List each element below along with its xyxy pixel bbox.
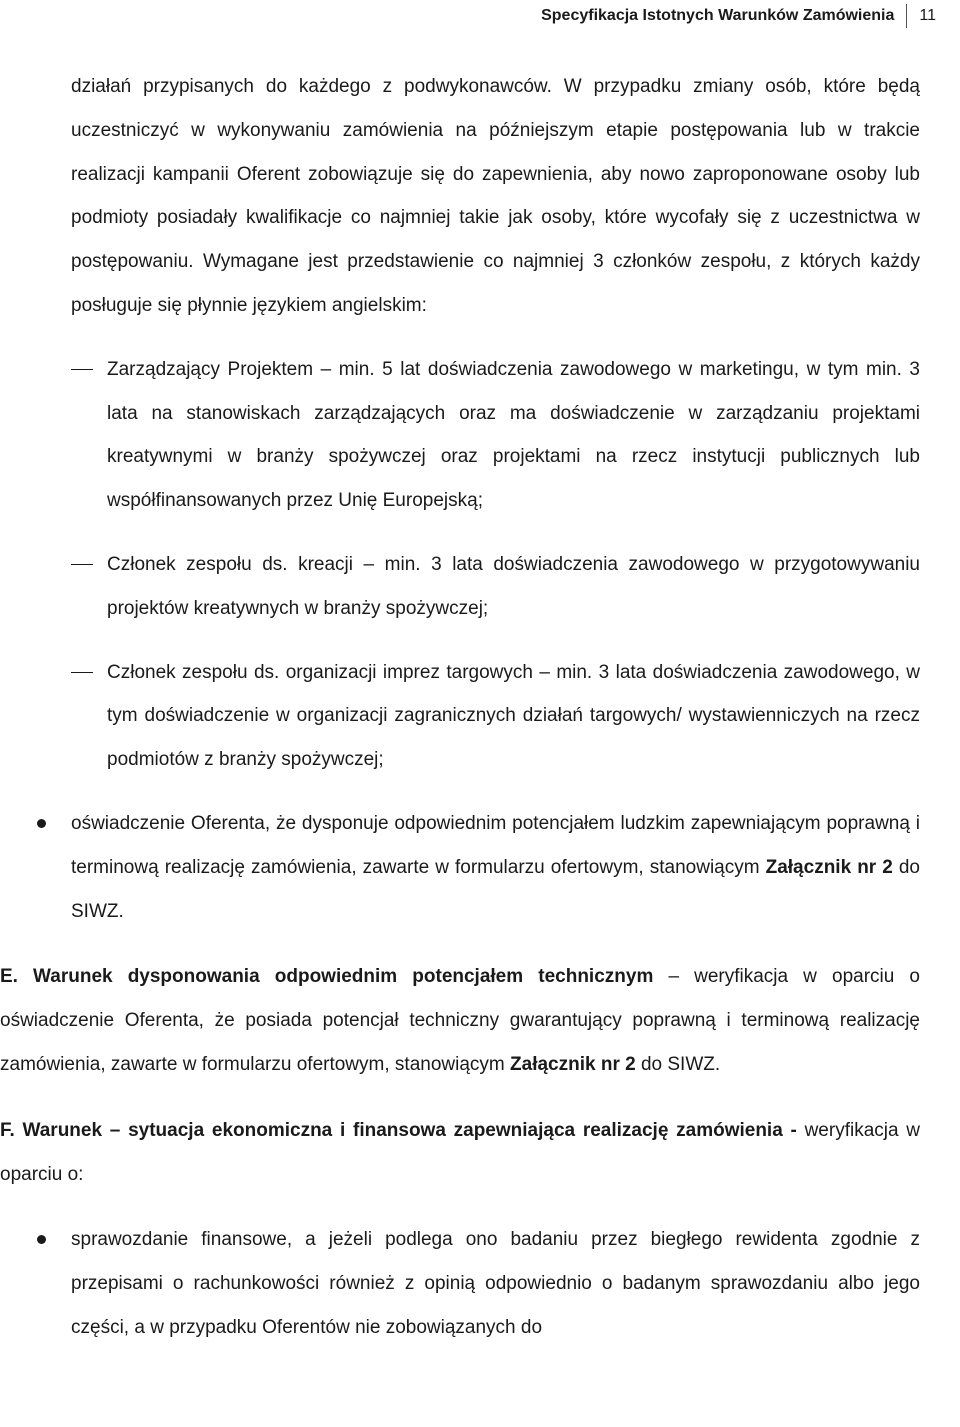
intro-text: działań przypisanych do każdego z podwykonawców. W przypadku zmiany osób, które będą uczestniczyć w wykonywaniu zamówienia na późniejszym etapie postępowania lub w trakcie realizacji kampanii Oferent zobowiązuje się do zapewnienia, aby nowo zaproponowane osoby lub podmioty posiadały kwalifikacje co najmniej takie jak osoby, które wycofały się z uczestnictwa w postępowaniu. bbox=[71, 76, 920, 273]
section-e-text-after: do SIWZ. bbox=[635, 1053, 721, 1075]
statement-attachment: Załącznik nr 2 bbox=[765, 856, 893, 878]
dash-marker bbox=[71, 672, 93, 673]
section-e bbox=[0, 955, 920, 1086]
team-member-item bbox=[0, 651, 920, 782]
section-e-text-before: – weryfikacja w oparciu o oświadczenie Oferenta, że posiada potencjał techniczny gwarantujący poprawną i terminową realizację zamówienia, zawarte w formularzu ofertowym, stanowiącym bbox=[0, 966, 920, 1075]
bullet-marker bbox=[37, 1235, 46, 1244]
page-number: 11 bbox=[919, 7, 936, 24]
intro-paragraph bbox=[0, 65, 920, 328]
financial-bullet bbox=[0, 1218, 920, 1349]
team-member-text: Członek zespołu ds. kreacji – min. 3 lata doświadczenia zawodowego w przygotowywaniu projektów kreatywnych w branży spożywczej; bbox=[107, 553, 920, 619]
team-member-item bbox=[0, 543, 920, 631]
statement-text-after: do SIWZ. bbox=[71, 856, 920, 922]
section-e-attachment: Załącznik nr 2 bbox=[510, 1053, 636, 1075]
section-f-text: weryfikacja w oparciu o: bbox=[0, 1119, 921, 1185]
dash-marker bbox=[71, 564, 93, 565]
dash-marker bbox=[71, 369, 93, 370]
document-body bbox=[0, 65, 920, 1350]
statement-bullet bbox=[0, 802, 920, 933]
team-member-text: Zarządzający Projektem – min. 5 lat doświadczenia zawodowego w marketingu, w tym min. 3 lata na stanowiskach zarządzających oraz ma doświadczenie w zarządzaniu projektami kreatywnymi w branży spożywczej oraz projektami na rzecz instytucji publicznych lub współfinansowanych przez Unię Europejską; bbox=[107, 358, 920, 512]
page-header bbox=[541, 4, 936, 28]
section-f-heading: F. Warunek – sytuacja ekonomiczna i finansowa zapewniająca realizację zamówienia - bbox=[0, 1119, 797, 1141]
bullet-marker bbox=[37, 819, 46, 828]
team-member-item bbox=[0, 348, 920, 523]
section-f bbox=[0, 1109, 920, 1197]
header-title: Specyfikacja Istotnych Warunków Zamówienia bbox=[541, 4, 907, 28]
section-e-heading: E. Warunek dysponowania odpowiednim potencjałem technicznym bbox=[0, 966, 654, 988]
team-member-text: Członek zespołu ds. organizacji imprez targowych – min. 3 lata doświadczenia zawodowego, w tym doświadczenie w organizacji zagranicznych działań targowych/ wystawienniczych na rzecz podmiotów z branży spożywczej; bbox=[107, 661, 920, 771]
financial-text: sprawozdanie finansowe, a jeżeli podlega ono badaniu przez biegłego rewidenta zgodnie z przepisami o rachunkowości również z opinią odpowiednio o badanym sprawozdaniu albo jego części, a w przypadku Oferentów nie zobowiązanych do bbox=[71, 1229, 920, 1338]
statement-text-before: oświadczenie Oferenta, że dysponuje odpowiednim potencjałem ludzkim zapewniającym poprawną i terminową realizację zamówienia, zawarte w formularzu ofertowym, stanowiącym bbox=[71, 812, 920, 878]
requirement-text: Wymagane jest przedstawienie co najmniej 3 członków zespołu, z których każdy posługuje się płynnie językiem angielskim: bbox=[71, 251, 921, 316]
